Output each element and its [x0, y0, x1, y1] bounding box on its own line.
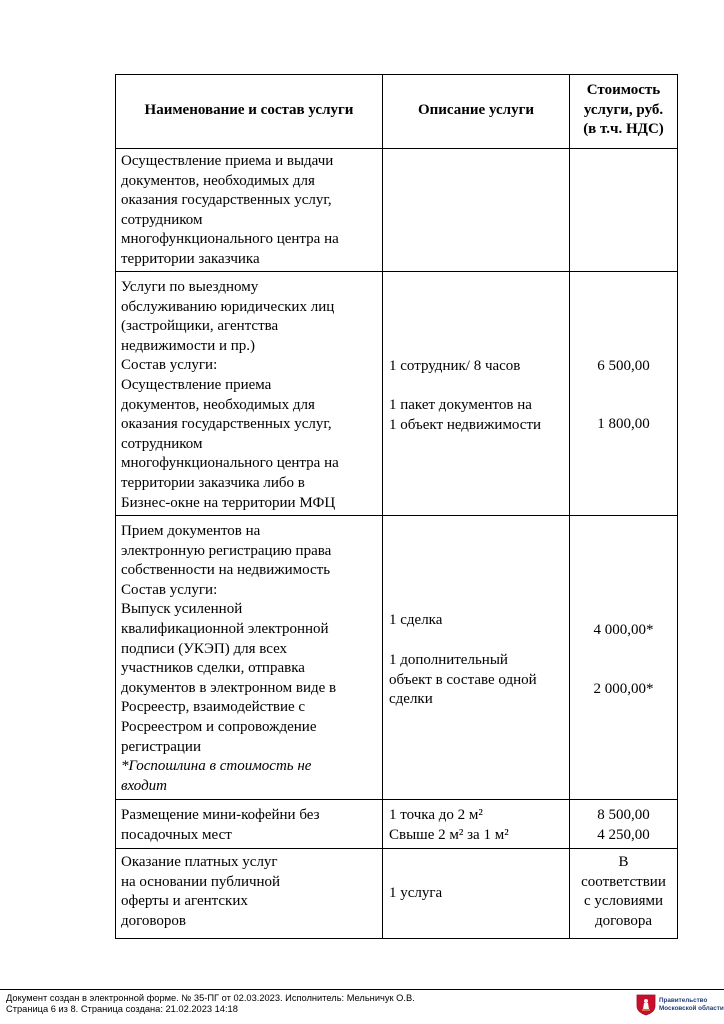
text-line: Росреестром и сопровождение: [121, 718, 317, 735]
text-line: объект в составе одной: [389, 671, 537, 688]
row3-price: 2 000,00*: [593, 681, 654, 697]
table-border-right: [677, 74, 678, 939]
text-line: 1 услуга: [389, 885, 443, 901]
row3-price: 4 000,00*: [593, 622, 654, 638]
row3-description: [389, 611, 569, 631]
footer-divider: [0, 989, 724, 990]
text-line: 1 объект недвижимости: [389, 416, 542, 433]
table-row-divider: [115, 271, 678, 272]
text-line: 1 сотрудник/ 8 часов: [389, 358, 521, 374]
text-line: документов, необходимых для: [121, 172, 315, 189]
text-line: на основании публичной: [121, 873, 281, 890]
text-line: Размещение мини-кофейни без: [121, 807, 320, 823]
text-line: посадочных мест: [121, 826, 232, 843]
table-row-divider: [115, 848, 678, 849]
text-line: Свыше 2 м² за 1 м²: [389, 826, 509, 843]
text-line: Росреестр, взаимодействие с: [121, 699, 306, 716]
header-price: [570, 81, 677, 140]
text-line: Осуществление приема и выдачи: [121, 153, 334, 169]
table-column-divider: [382, 74, 383, 939]
row5-price: [570, 853, 677, 931]
government-name: [659, 997, 724, 1012]
text-line: обслуживанию юридических лиц: [121, 298, 335, 315]
logo-text-line: Московской области: [659, 1004, 724, 1012]
document-footer: [6, 993, 415, 1015]
text-line: многофункционального центра на: [121, 231, 339, 248]
text-line: квалификационной электронной: [121, 620, 329, 637]
text-line: собственности на недвижимость: [121, 562, 331, 579]
text-line: многофункционального центра на: [121, 455, 339, 472]
table-border-top: [115, 74, 678, 75]
text-line: 1 точка до 2 м²: [389, 807, 483, 823]
text-line: соответствии: [581, 873, 666, 890]
text-line: сотрудником: [121, 211, 203, 228]
text-line-italic: *Госпошлина в стоимость не: [121, 758, 312, 775]
text-line: участников сделки, отправка: [121, 660, 305, 677]
text-line: 1 сделка: [389, 612, 443, 628]
text-line: электронную регистрацию права: [121, 542, 332, 559]
header-price-line: Стоимость: [586, 82, 661, 98]
text-line: 1 дополнительный: [389, 652, 508, 668]
text-line: документов в электронном виде в: [121, 679, 337, 696]
row2-description: [389, 396, 569, 435]
text-line: Прием документов на: [121, 523, 261, 539]
row4-name: [121, 806, 381, 845]
header-name: Наименование и состав услуги: [144, 102, 354, 118]
text-line: территории заказчика: [121, 250, 260, 267]
text-line: недвижимости и пр.): [121, 337, 256, 354]
text-line: оказания государственных услуг,: [121, 192, 332, 209]
table-row-divider: [115, 515, 678, 516]
text-line-italic: входит: [121, 777, 168, 794]
text-line: с условиями: [583, 893, 664, 910]
text-line: сделки: [389, 691, 433, 708]
text-line: Бизнес-окне на территории МФЦ: [121, 494, 336, 511]
table-row-divider: [115, 799, 678, 800]
row2-price: 6 500,00: [597, 358, 650, 374]
row4-price: [570, 806, 677, 845]
text-line: Состав услуги:: [121, 581, 218, 598]
text-line: Состав услуги:: [121, 357, 218, 374]
text-line: 8 500,00: [597, 807, 650, 823]
text-line: (застройщики, агентства: [121, 318, 279, 335]
row1-name: [121, 152, 381, 270]
text-line: регистрации: [121, 738, 201, 755]
text-line: сотрудником: [121, 435, 203, 452]
logo-text-line: Правительство: [659, 997, 708, 1004]
text-line: подписи (УКЭП) для всех: [121, 640, 288, 657]
text-line: Услуги по выездному: [121, 279, 259, 295]
text-line: территории заказчика либо в: [121, 474, 305, 491]
coat-of-arms-icon: [636, 994, 656, 1016]
row2-price: 1 800,00: [597, 416, 650, 432]
text-line: оферты и агентских: [121, 893, 248, 910]
header-price-line: (в т.ч. НДС): [583, 121, 664, 137]
row2-name: [121, 278, 381, 513]
table-border-left: [115, 74, 116, 939]
text-line: В: [618, 854, 629, 870]
footer-page-info: Страница 6 из 8. Страница создана: 21.02.2023 14:18: [6, 1004, 238, 1014]
row5-name: [121, 853, 381, 931]
text-line: документов, необходимых для: [121, 396, 315, 413]
row5-description: [389, 884, 569, 904]
text-line: Осуществление приема: [121, 376, 272, 393]
header-description: Описание услуги: [417, 102, 535, 118]
text-line: 4 250,00: [597, 826, 650, 843]
text-line: договора: [594, 912, 653, 929]
text-line: Выпуск усиленной: [121, 601, 243, 618]
footer-document-info: Документ создан в электронной форме. № 35-ПГ от 02.03.2023. Исполнитель: Мельничук О.В.: [6, 993, 415, 1003]
row3-name: [121, 522, 381, 796]
table-row-divider: [115, 148, 678, 149]
text-line: договоров: [121, 912, 186, 929]
government-logo: [636, 993, 722, 1017]
row2-description: [389, 357, 569, 377]
text-line: 1 пакет документов на: [389, 397, 532, 413]
table-border-bottom: [115, 938, 678, 939]
header-price-line: услуги, руб.: [583, 101, 664, 118]
row3-description: [389, 651, 569, 710]
text-line: Оказание платных услуг: [121, 854, 278, 870]
row4-description: [389, 806, 569, 845]
text-line: оказания государственных услуг,: [121, 416, 332, 433]
